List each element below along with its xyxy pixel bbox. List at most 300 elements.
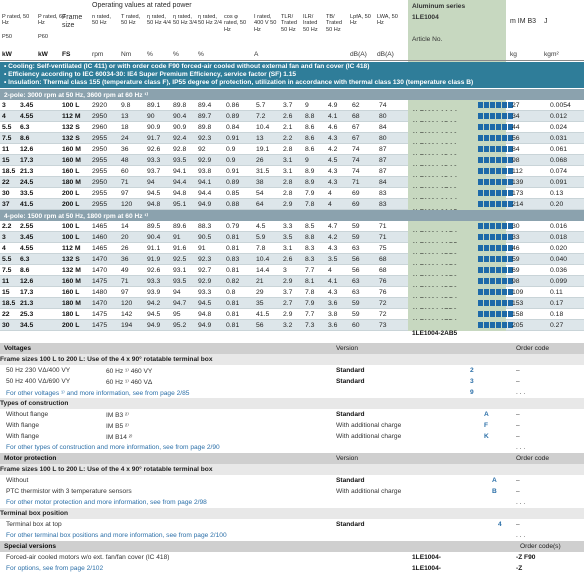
option-slot-square bbox=[496, 322, 501, 328]
option-slot-square bbox=[496, 267, 501, 273]
cell: 94.7 bbox=[173, 299, 187, 307]
option-slot-square bbox=[502, 234, 507, 240]
cell: 3.3 bbox=[283, 222, 293, 230]
cell: 2.2 bbox=[283, 134, 293, 142]
option-version: Standard bbox=[336, 520, 365, 528]
option-row bbox=[0, 442, 584, 453]
cell: 200 L bbox=[62, 189, 80, 197]
option-order-code: – bbox=[516, 487, 520, 495]
cell: 17.3 bbox=[20, 288, 34, 296]
article-prefix: 1LE1004- bbox=[412, 553, 441, 561]
cell: 72 bbox=[379, 299, 387, 307]
cell: 0.88 bbox=[226, 200, 240, 208]
cell: 3.6 bbox=[328, 321, 338, 329]
option-code: 3 bbox=[470, 377, 474, 385]
cell: 35 bbox=[256, 299, 264, 307]
cell: 87 bbox=[379, 167, 387, 175]
cell: 4 bbox=[2, 112, 6, 120]
cell: 22 bbox=[2, 310, 10, 318]
cell: 73 bbox=[379, 321, 387, 329]
option-slot-square bbox=[496, 300, 501, 306]
cell: 8.9 bbox=[305, 167, 315, 175]
cell: 0.81 bbox=[226, 233, 240, 241]
cell: 3.5 bbox=[283, 233, 293, 241]
cell: 3.7 bbox=[283, 101, 293, 109]
option-slot-square bbox=[496, 223, 501, 229]
cell: 132 S bbox=[62, 255, 80, 263]
col-frame: Frame size bbox=[62, 14, 83, 29]
cell: 4.55 bbox=[20, 112, 34, 120]
cell: 26 bbox=[256, 156, 264, 164]
cell: 90.4 bbox=[173, 112, 187, 120]
cell: 5.5 bbox=[2, 255, 12, 263]
cell: 2950 bbox=[92, 178, 108, 186]
option-slot-square bbox=[478, 201, 483, 207]
option-version: Standard bbox=[336, 377, 365, 385]
cell: 142 bbox=[121, 310, 133, 318]
option-slot-square bbox=[502, 146, 507, 152]
cell: 0.81 bbox=[226, 321, 240, 329]
cell: 2.2 bbox=[2, 222, 12, 230]
option-slot-square bbox=[478, 135, 483, 141]
cell: 1470 bbox=[92, 266, 108, 274]
cell: 2955 bbox=[92, 200, 108, 208]
option-slot-square bbox=[484, 113, 489, 119]
article-number bbox=[408, 177, 506, 188]
cell: 89.8 bbox=[173, 101, 187, 109]
cell: 3 bbox=[2, 233, 6, 241]
cell: 59 bbox=[352, 222, 360, 230]
cell: 84 bbox=[379, 123, 387, 131]
option-slot-square bbox=[490, 168, 495, 174]
cell: 94.5 bbox=[198, 299, 212, 307]
cell: 97 bbox=[121, 288, 129, 296]
cell: 74 bbox=[352, 145, 360, 153]
option-order-code: – bbox=[516, 421, 520, 429]
table-row bbox=[0, 166, 584, 177]
cell: 91.1 bbox=[147, 244, 161, 252]
article-number bbox=[408, 188, 506, 199]
cell: 24 bbox=[121, 134, 129, 142]
table-row bbox=[0, 133, 584, 144]
cell: 7.2 bbox=[256, 112, 266, 120]
cell: 7.5 bbox=[2, 134, 12, 142]
option-detail: IM B5 ²⁾ bbox=[106, 422, 129, 430]
info-line: • Efficiency according to IEC 60034-30: IE4 Super Premium Efficiency, service factor (SF) 1.15 bbox=[4, 71, 297, 78]
cell: 18 bbox=[121, 123, 129, 131]
article-number bbox=[408, 166, 506, 177]
option-order-code: . . . bbox=[516, 388, 526, 396]
cell: 29 bbox=[256, 288, 264, 296]
option-slot-square bbox=[484, 322, 489, 328]
cell: 87 bbox=[379, 145, 387, 153]
cell: 94.8 bbox=[173, 189, 187, 197]
option-label[interactable]: For other terminal box positions and more information, see from page 2/100 bbox=[6, 531, 227, 539]
table-row bbox=[0, 111, 584, 122]
cell: 71 bbox=[379, 222, 387, 230]
cell: 12.6 bbox=[20, 277, 34, 285]
cell: 80 bbox=[379, 112, 387, 120]
cell: 13 bbox=[121, 112, 129, 120]
option-slot-square bbox=[478, 157, 483, 163]
mass-cell: 173 bbox=[512, 189, 524, 197]
option-slot-square bbox=[478, 124, 483, 130]
option-slot-square bbox=[490, 124, 495, 130]
mass-cell: 158 bbox=[512, 310, 524, 318]
option-slot-square bbox=[502, 245, 507, 251]
version-label: Version bbox=[336, 454, 358, 462]
cell: 5.7 bbox=[256, 101, 266, 109]
cell: 92.5 bbox=[173, 255, 187, 263]
cell: 94.9 bbox=[198, 200, 212, 208]
article-number bbox=[408, 111, 506, 122]
table-row bbox=[0, 232, 584, 243]
cell: 8.6 bbox=[305, 123, 315, 131]
option-order-code: . . . bbox=[516, 443, 526, 451]
cell: 4.3 bbox=[328, 134, 338, 142]
cell: 90 bbox=[147, 112, 155, 120]
cell: 1475 bbox=[92, 277, 108, 285]
table-row bbox=[0, 243, 584, 254]
cell: 112 M bbox=[62, 244, 81, 252]
cell: 76 bbox=[379, 277, 387, 285]
option-slot-square bbox=[484, 124, 489, 130]
cell: 1465 bbox=[92, 222, 108, 230]
option-slot-square bbox=[496, 311, 501, 317]
inertia-cell: 0.036 bbox=[550, 266, 568, 274]
option-row bbox=[0, 376, 584, 387]
cell: 91.7 bbox=[147, 134, 161, 142]
cell: 8.8 bbox=[305, 233, 315, 241]
cell: 2955 bbox=[92, 167, 108, 175]
option-slot-square bbox=[478, 267, 483, 273]
cell: 37 bbox=[2, 200, 10, 208]
option-detail: 60 Hz ¹⁾ 460 VΔ bbox=[106, 378, 153, 386]
option-slot-square bbox=[490, 102, 495, 108]
cell: 64 bbox=[256, 200, 264, 208]
option-slot-square bbox=[478, 311, 483, 317]
option-row bbox=[0, 552, 584, 563]
cell: 31.5 bbox=[256, 167, 270, 175]
cell: 92.9 bbox=[198, 277, 212, 285]
cell: 1460 bbox=[92, 233, 108, 241]
cell: 2.6 bbox=[283, 255, 293, 263]
table-row bbox=[0, 100, 584, 111]
option-slot-square bbox=[478, 113, 483, 119]
option-label[interactable]: For other motor protection and more information, see from page 2/98 bbox=[6, 498, 207, 506]
option-slot-square bbox=[484, 300, 489, 306]
cell: 100 L bbox=[62, 101, 80, 109]
cell: 68 bbox=[379, 255, 387, 263]
cell: 88.3 bbox=[198, 222, 212, 230]
cell: 2960 bbox=[92, 123, 108, 131]
unit-label: Nm bbox=[121, 51, 132, 58]
cell: 41.5 bbox=[256, 310, 270, 318]
article-number bbox=[408, 232, 506, 243]
option-slot-square bbox=[478, 168, 483, 174]
cell: 7.8 bbox=[305, 288, 315, 296]
cell: 0.84 bbox=[226, 123, 240, 131]
option-code: B bbox=[492, 487, 497, 495]
cell: 3.1 bbox=[283, 244, 293, 252]
option-slot-square bbox=[502, 179, 507, 185]
cell: 91.9 bbox=[147, 255, 161, 263]
option-slot-square bbox=[490, 190, 495, 196]
table-row bbox=[0, 265, 584, 276]
article-number bbox=[408, 287, 506, 298]
cell: 2.9 bbox=[283, 310, 293, 318]
cell: 90.4 bbox=[147, 233, 161, 241]
option-detail: 60 Hz ¹⁾ 460 VY bbox=[106, 367, 153, 375]
cell: 10.4 bbox=[256, 123, 270, 131]
mass-cell: 214 bbox=[512, 200, 524, 208]
option-slot-square bbox=[478, 256, 483, 262]
cell: 2.8 bbox=[283, 189, 293, 197]
cell: 7.8 bbox=[256, 244, 266, 252]
cell: 89.7 bbox=[198, 112, 212, 120]
cell: 24.5 bbox=[20, 178, 34, 186]
article-number bbox=[408, 320, 506, 337]
option-slot-square bbox=[484, 102, 489, 108]
cell: 94.2 bbox=[147, 299, 161, 307]
option-code: 9 bbox=[470, 388, 474, 396]
cell: 15 bbox=[2, 288, 10, 296]
cell: 0.91 bbox=[226, 134, 240, 142]
table-row bbox=[0, 122, 584, 133]
option-slot-square bbox=[496, 190, 501, 196]
article-number bbox=[408, 265, 506, 276]
cell: 59 bbox=[352, 299, 360, 307]
cell: 95.2 bbox=[173, 321, 187, 329]
option-slot-square bbox=[496, 168, 501, 174]
option-slot-square bbox=[490, 267, 495, 273]
option-row bbox=[0, 431, 584, 442]
option-slot-square bbox=[496, 201, 501, 207]
cell: 63 bbox=[352, 244, 360, 252]
cell: 2955 bbox=[92, 156, 108, 164]
option-slot-square bbox=[502, 201, 507, 207]
cell: 3 bbox=[283, 266, 287, 274]
cell: 94.1 bbox=[198, 178, 212, 186]
cell: 2950 bbox=[92, 145, 108, 153]
cell: 3 bbox=[2, 101, 6, 109]
cell: 30 bbox=[2, 189, 10, 197]
article-number bbox=[408, 199, 506, 210]
col-tlr: TLR/ Trated 50 Hz bbox=[281, 14, 297, 33]
cell: 2920 bbox=[92, 101, 108, 109]
col-i400: I rated, 400 V 50 Hz bbox=[254, 14, 277, 33]
cell: 0.9 bbox=[226, 156, 236, 164]
mass-cell: 69 bbox=[512, 266, 520, 274]
inertia-cell: 0.099 bbox=[550, 277, 568, 285]
cell: 7.7 bbox=[305, 266, 315, 274]
option-slot-square bbox=[484, 245, 489, 251]
col-lwa: LWA, 50 Hz bbox=[377, 14, 398, 27]
inertia-cell: 0.016 bbox=[550, 222, 568, 230]
cell: 93.3 bbox=[147, 156, 161, 164]
cell: 71 bbox=[121, 277, 129, 285]
cell: 4.2 bbox=[328, 145, 338, 153]
option-order-code: – bbox=[516, 366, 520, 374]
option-version: Standard bbox=[336, 366, 365, 374]
cell: 3.45 bbox=[20, 101, 34, 109]
cell: 200 L bbox=[62, 200, 80, 208]
col-mass: m IM B3 bbox=[510, 18, 537, 25]
mass-cell: 139 bbox=[512, 178, 524, 186]
option-label[interactable]: For other types of construction and more information, see from page 2/90 bbox=[6, 443, 220, 451]
mass-cell: 205 bbox=[512, 321, 524, 329]
cell: 4.2 bbox=[328, 233, 338, 241]
order-code-label: Order code bbox=[516, 454, 549, 462]
cell: 80 bbox=[379, 134, 387, 142]
cell: 7.7 bbox=[305, 310, 315, 318]
option-slot-square bbox=[496, 289, 501, 295]
cell: 1480 bbox=[92, 288, 108, 296]
inertia-cell: 0.031 bbox=[550, 134, 568, 142]
cell: 2.1 bbox=[283, 123, 293, 131]
info-band bbox=[0, 62, 584, 88]
option-slot-square bbox=[496, 234, 501, 240]
table-row bbox=[0, 309, 584, 320]
col-p50: P50 bbox=[2, 34, 12, 40]
inertia-cell: 0.012 bbox=[550, 112, 568, 120]
inertia-cell: 0.11 bbox=[550, 288, 563, 296]
option-code: 2 bbox=[470, 366, 474, 374]
cell: 7.5 bbox=[2, 266, 12, 274]
cell: 94.4 bbox=[198, 189, 212, 197]
option-slot-square bbox=[484, 135, 489, 141]
cell: 0.89 bbox=[226, 178, 240, 186]
option-row bbox=[0, 365, 584, 376]
option-subtitle-text: Frame sizes 100 L to 200 L: Use of the 4 x 90° rotatable terminal box bbox=[0, 465, 213, 473]
cell: 83 bbox=[379, 200, 387, 208]
cell: 1475 bbox=[92, 321, 108, 329]
cell: 4.6 bbox=[328, 123, 338, 131]
mass-cell: 34 bbox=[512, 112, 520, 120]
cell: 20 bbox=[121, 233, 129, 241]
table-row bbox=[0, 320, 584, 337]
option-slot-square bbox=[478, 102, 483, 108]
option-slot-square bbox=[484, 157, 489, 163]
operating-values-label: Operating values at rated power bbox=[92, 2, 192, 9]
cell: 132 M bbox=[62, 266, 81, 274]
table-row bbox=[0, 177, 584, 188]
option-label: Forced-air cooled motors w/o ext. fan/fan cover (IC 418) bbox=[6, 553, 170, 561]
option-group-header bbox=[0, 453, 584, 464]
article-number bbox=[408, 298, 506, 309]
option-slot-square bbox=[478, 190, 483, 196]
cell: 180 M bbox=[62, 178, 81, 186]
option-group-header bbox=[0, 508, 584, 519]
order-code-label: Order code(s) bbox=[520, 542, 561, 550]
cell: 4.7 bbox=[328, 222, 338, 230]
option-version: Standard bbox=[336, 410, 365, 418]
cell: 100 L bbox=[62, 233, 80, 241]
cell: 120 bbox=[121, 200, 133, 208]
article-number bbox=[408, 133, 506, 144]
cell: 56 bbox=[352, 255, 360, 263]
cell: 17.3 bbox=[20, 156, 34, 164]
option-slot-square bbox=[478, 289, 483, 295]
cell: 94.9 bbox=[147, 321, 161, 329]
cell: 0.86 bbox=[226, 101, 240, 109]
option-slot-square bbox=[490, 322, 495, 328]
option-slot-square bbox=[502, 190, 507, 196]
option-code: A bbox=[484, 410, 489, 418]
option-slot-square bbox=[490, 278, 495, 284]
cell: 10.4 bbox=[256, 255, 270, 263]
inertia-cell: 0.020 bbox=[550, 244, 568, 252]
option-slot-square bbox=[502, 322, 507, 328]
article-number bbox=[408, 221, 506, 232]
unit-label: % bbox=[198, 51, 204, 58]
option-slot-square bbox=[490, 113, 495, 119]
option-slot-square bbox=[484, 234, 489, 240]
cell: 3.45 bbox=[20, 233, 34, 241]
cell: 2.9 bbox=[283, 200, 293, 208]
table-row bbox=[0, 188, 584, 199]
option-subtitle bbox=[0, 354, 584, 365]
section-title: 2-pole: 3000 rpm at 50 Hz, 3600 rpm at 60 Hz ¹⁾ bbox=[4, 91, 149, 99]
col-prated60: P rated, 60 Hz bbox=[38, 14, 66, 27]
option-order-code: – bbox=[516, 410, 520, 418]
cell: 160 M bbox=[62, 145, 81, 153]
mass-cell: 112 bbox=[512, 167, 523, 175]
cell: 11 bbox=[2, 277, 10, 285]
option-order-code: -Z bbox=[516, 564, 523, 572]
cell: 92.8 bbox=[173, 145, 187, 153]
cell: 15 bbox=[2, 156, 10, 164]
cell: 8.6 bbox=[305, 134, 315, 142]
cell: 89.1 bbox=[147, 101, 161, 109]
cell: 8.3 bbox=[305, 255, 315, 263]
option-row bbox=[0, 519, 584, 530]
unit-label: kW bbox=[38, 51, 48, 58]
col-n: n rated, 50 Hz bbox=[92, 14, 111, 27]
cell: 71 bbox=[352, 178, 360, 186]
cell: 76 bbox=[379, 288, 387, 296]
option-slot-square bbox=[484, 289, 489, 295]
cell: 92.6 bbox=[147, 145, 161, 153]
option-label[interactable]: For other voltages ¹⁾ and more information, see from page 2/85 bbox=[6, 389, 190, 397]
option-slot-square bbox=[502, 278, 507, 284]
option-slot-square bbox=[484, 311, 489, 317]
option-order-code: . . . bbox=[516, 498, 526, 506]
cell: 74 bbox=[352, 156, 360, 164]
option-label[interactable]: For options, see from page 2/102 bbox=[6, 564, 104, 572]
option-code: 4 bbox=[498, 520, 502, 528]
cell: 0.89 bbox=[226, 112, 240, 120]
option-row bbox=[0, 563, 584, 574]
inertia-cell: 0.018 bbox=[550, 233, 568, 241]
option-label: With flange bbox=[6, 421, 39, 429]
cell: 18.5 bbox=[2, 299, 16, 307]
option-slot-square bbox=[496, 124, 501, 130]
option-order-code: – bbox=[516, 377, 520, 385]
unit-label: dB(A) bbox=[350, 51, 367, 58]
cell: 93.9 bbox=[147, 288, 161, 296]
option-order-code: -Z F90 bbox=[516, 553, 536, 561]
cell: 11 bbox=[2, 145, 10, 153]
table-row bbox=[0, 199, 584, 210]
article-number bbox=[408, 144, 506, 155]
article-number bbox=[408, 276, 506, 287]
cell: 1465 bbox=[92, 244, 108, 252]
cell: 1475 bbox=[92, 310, 108, 318]
option-row bbox=[0, 530, 584, 541]
col-j: J bbox=[544, 18, 548, 25]
cell: 0.81 bbox=[226, 299, 240, 307]
